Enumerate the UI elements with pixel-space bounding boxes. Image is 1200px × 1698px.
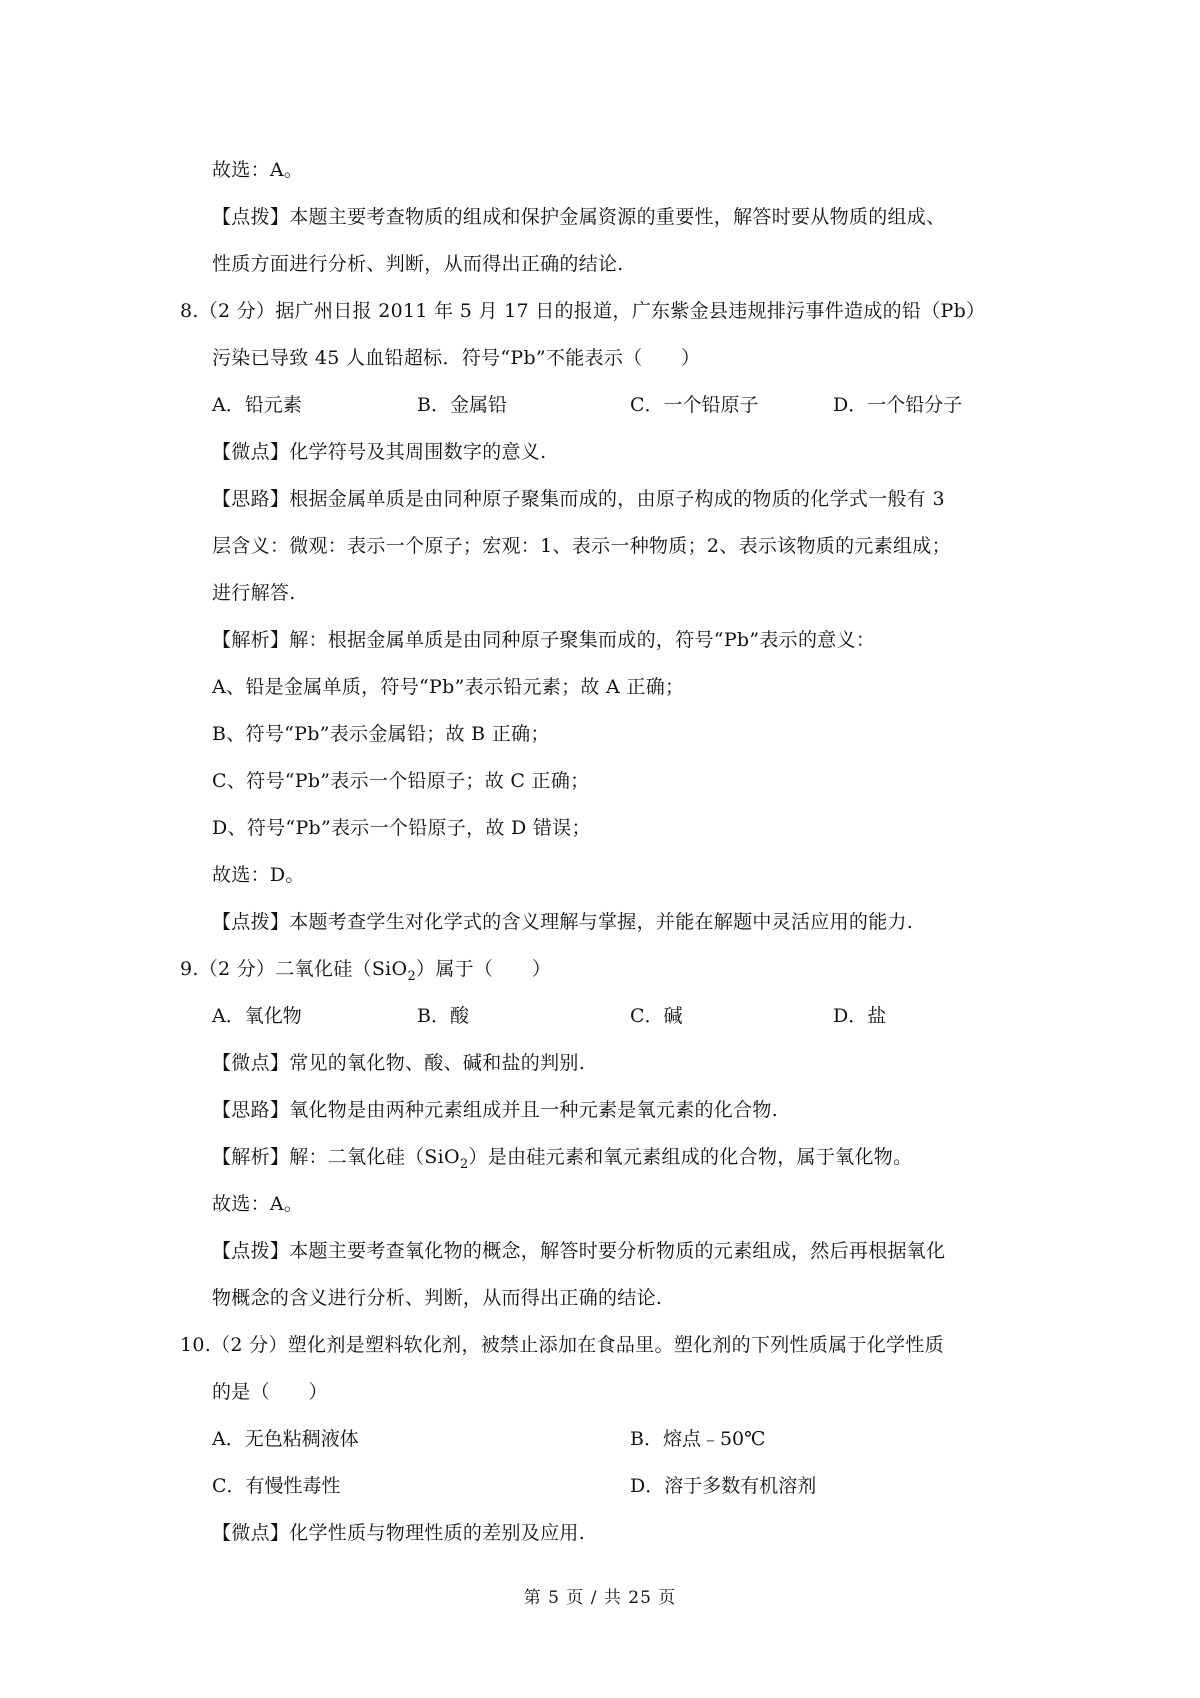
q10-option-d: D．溶于多数有机溶剂 <box>630 1475 817 1497</box>
q10-stem-line1: 10.（2 分）塑化剂是塑料软化剂，被禁止添加在食品里。塑化剂的下列性质属于化学性质 <box>180 1334 944 1356</box>
q8-analysis-line4: C、符号“Pb”表示一个铅原子；故 C 正确； <box>212 770 590 792</box>
q8-idea-line3: 进行解答. <box>212 582 296 604</box>
q8-option-d: D．一个铅分子 <box>833 394 963 416</box>
q10-option-a: A．无色粘稠液体 <box>212 1428 359 1450</box>
q10-option-b: B．熔点﹣50℃ <box>630 1428 766 1450</box>
q8-answer: 故选：D。 <box>212 864 305 886</box>
q8-point: 【微点】化学符号及其周围数字的意义. <box>212 441 547 463</box>
q9-tip-line2: 物概念的含义进行分析、判断，从而得出正确的结论. <box>212 1287 663 1309</box>
q9-answer: 故选：A。 <box>212 1193 304 1215</box>
q8-idea-line1: 【思路】根据金属单质是由同种原子聚集而成的，由原子构成的物质的化学式一般有 3 <box>212 488 945 510</box>
q8-stem-line1: 8.（2 分）据广州日报 2011 年 5 月 17 日的报道，广东紫金县违规排污事件造成的铅（Pb） <box>180 300 986 322</box>
q9-option-b: B．酸 <box>417 1005 469 1027</box>
q9-analysis-post: ）是由硅元素和氧元素组成的化合物，属于氧化物。 <box>468 1146 913 1168</box>
page-footer: 第 5 页 / 共 25 页 <box>523 1588 677 1608</box>
q7-answer: 故选：A。 <box>212 159 304 181</box>
q8-option-a: A．铅元素 <box>212 394 302 416</box>
q8-option-c: C．一个铅原子 <box>630 394 759 416</box>
q8-analysis-line2: A、铅是金属单质，符号“Pb”表示铅元素；故 A 正确； <box>212 676 685 698</box>
q9-stem-pre: 9.（2 分）二氧化硅（SiO <box>180 958 408 980</box>
q7-tip-line1: 【点拨】本题主要考查物质的组成和保护金属资源的重要性，解答时要从物质的组成、 <box>212 206 946 228</box>
q9-stem <box>180 956 551 982</box>
q8-stem-line2: 污染已导致 45 人血铅超标．符号“Pb”不能表示（ ） <box>212 347 701 369</box>
q9-option-c: C．碱 <box>630 1005 683 1027</box>
q10-point: 【微点】化学性质与物理性质的差别及应用. <box>212 1522 586 1544</box>
q9-analysis <box>212 1144 912 1170</box>
q10-option-c: C．有慢性毒性 <box>212 1475 341 1497</box>
q9-analysis-pre: 【解析】解：二氧化硅（SiO <box>212 1146 460 1168</box>
q7-tip-line2: 性质方面进行分析、判断，从而得出正确的结论. <box>212 253 624 275</box>
q8-tip: 【点拨】本题考查学生对化学式的含义理解与掌握，并能在解题中灵活应用的能力. <box>212 911 914 933</box>
q8-analysis-line1: 【解析】解：根据金属单质是由同种原子聚集而成的，符号“Pb”表示的意义： <box>212 629 876 651</box>
q9-option-d: D．盐 <box>833 1005 887 1027</box>
q9-option-a: A．氧化物 <box>212 1005 302 1027</box>
q8-analysis-line3: B、符号“Pb”表示金属铅；故 B 正确； <box>212 723 550 745</box>
q9-point: 【微点】常见的氧化物、酸、碱和盐的判别. <box>212 1052 586 1074</box>
q9-stem-post: ）属于（ ） <box>416 958 552 980</box>
q8-idea-line2: 层含义：微观：表示一个原子；宏观：1、表示一种物质；2、表示该物质的元素组成； <box>212 535 951 557</box>
q8-analysis-line5: D、符号“Pb”表示一个铅原子，故 D 错误； <box>212 817 591 839</box>
q9-stem-sub: 2 <box>407 968 417 984</box>
q9-analysis-sub: 2 <box>459 1156 469 1172</box>
q9-idea: 【思路】氧化物是由两种元素组成并且一种元素是氧元素的化合物. <box>212 1099 779 1121</box>
q9-tip-line1: 【点拨】本题主要考查氧化物的概念，解答时要分析物质的元素组成，然后再根据氧化 <box>212 1240 946 1262</box>
q10-stem-line2: 的是（ ） <box>212 1381 328 1403</box>
q8-option-b: B．金属铅 <box>417 394 507 416</box>
